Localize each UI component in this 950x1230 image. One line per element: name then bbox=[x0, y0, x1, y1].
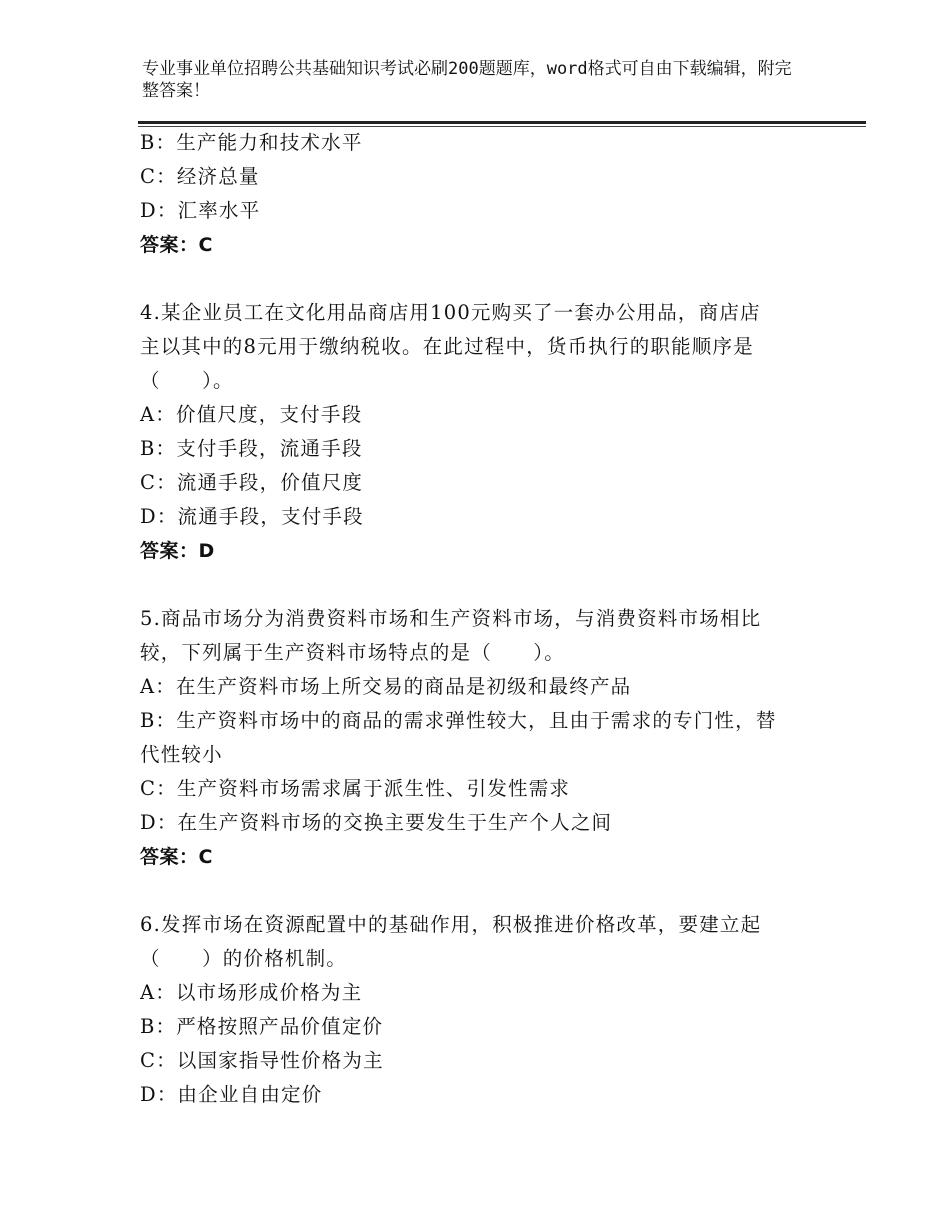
option-c: C：经济总量 bbox=[140, 165, 260, 188]
option-b: B：生产能力和技术水平 bbox=[140, 131, 363, 154]
option-d: D：流通手段，支付手段 bbox=[140, 505, 364, 528]
question-stem: 主以其中的8元用于缴纳税收。在此过程中，货币执行的职能顺序是 bbox=[140, 335, 754, 358]
page-header: 专业事业单位招聘公共基础知识考试必刷200题题库，word格式可自由下载编辑，附完整答案！ bbox=[142, 59, 792, 101]
question-4 bbox=[140, 296, 810, 568]
spacer bbox=[140, 568, 810, 602]
option-b: B：支付手段，流通手段 bbox=[140, 437, 363, 460]
option-a: A：价值尺度，支付手段 bbox=[140, 403, 363, 426]
question-3-tail bbox=[140, 126, 810, 262]
question-stem: （ ）。 bbox=[140, 369, 234, 392]
option-b: B：生产资料市场中的商品的需求弹性较大，且由于需求的专门性，替 bbox=[140, 709, 777, 732]
answer-label: 答案：D bbox=[140, 540, 215, 562]
spacer bbox=[140, 874, 810, 908]
question-stem: （ ）的价格机制。 bbox=[140, 947, 348, 970]
question-stem: 6.发挥市场在资源配置中的基础作用，积极推进价格改革，要建立起 bbox=[140, 913, 762, 936]
answer-label: 答案：C bbox=[140, 846, 213, 868]
question-stem: 5.商品市场分为消费资料市场和生产资料市场，与消费资料市场相比 bbox=[140, 607, 762, 630]
option-d: D：由企业自由定价 bbox=[140, 1083, 323, 1106]
option-c: C：以国家指导性价格为主 bbox=[140, 1049, 384, 1072]
question-stem: 4.某企业员工在文化用品商店用100元购买了一套办公用品，商店店 bbox=[140, 301, 761, 324]
option-a: A：以市场形成价格为主 bbox=[140, 981, 363, 1004]
option-a: A：在生产资料市场上所交易的商品是初级和最终产品 bbox=[140, 675, 632, 698]
header-rule-thick bbox=[138, 121, 866, 124]
option-b: B：严格按照产品价值定价 bbox=[140, 1015, 384, 1038]
option-c: C：流通手段，价值尺度 bbox=[140, 471, 364, 494]
question-stem: 较，下列属于生产资料市场特点的是（ ）。 bbox=[140, 641, 565, 664]
answer-label: 答案：C bbox=[140, 234, 213, 256]
option-b-continued: 代性较小 bbox=[140, 743, 223, 766]
option-d: D：汇率水平 bbox=[140, 199, 261, 222]
document-body bbox=[140, 126, 810, 1112]
spacer bbox=[140, 262, 810, 296]
question-6 bbox=[140, 908, 810, 1112]
option-d: D：在生产资料市场的交换主要发生于生产个人之间 bbox=[140, 811, 613, 834]
question-5 bbox=[140, 602, 810, 874]
option-c: C：生产资料市场需求属于派生性、引发性需求 bbox=[140, 777, 571, 800]
